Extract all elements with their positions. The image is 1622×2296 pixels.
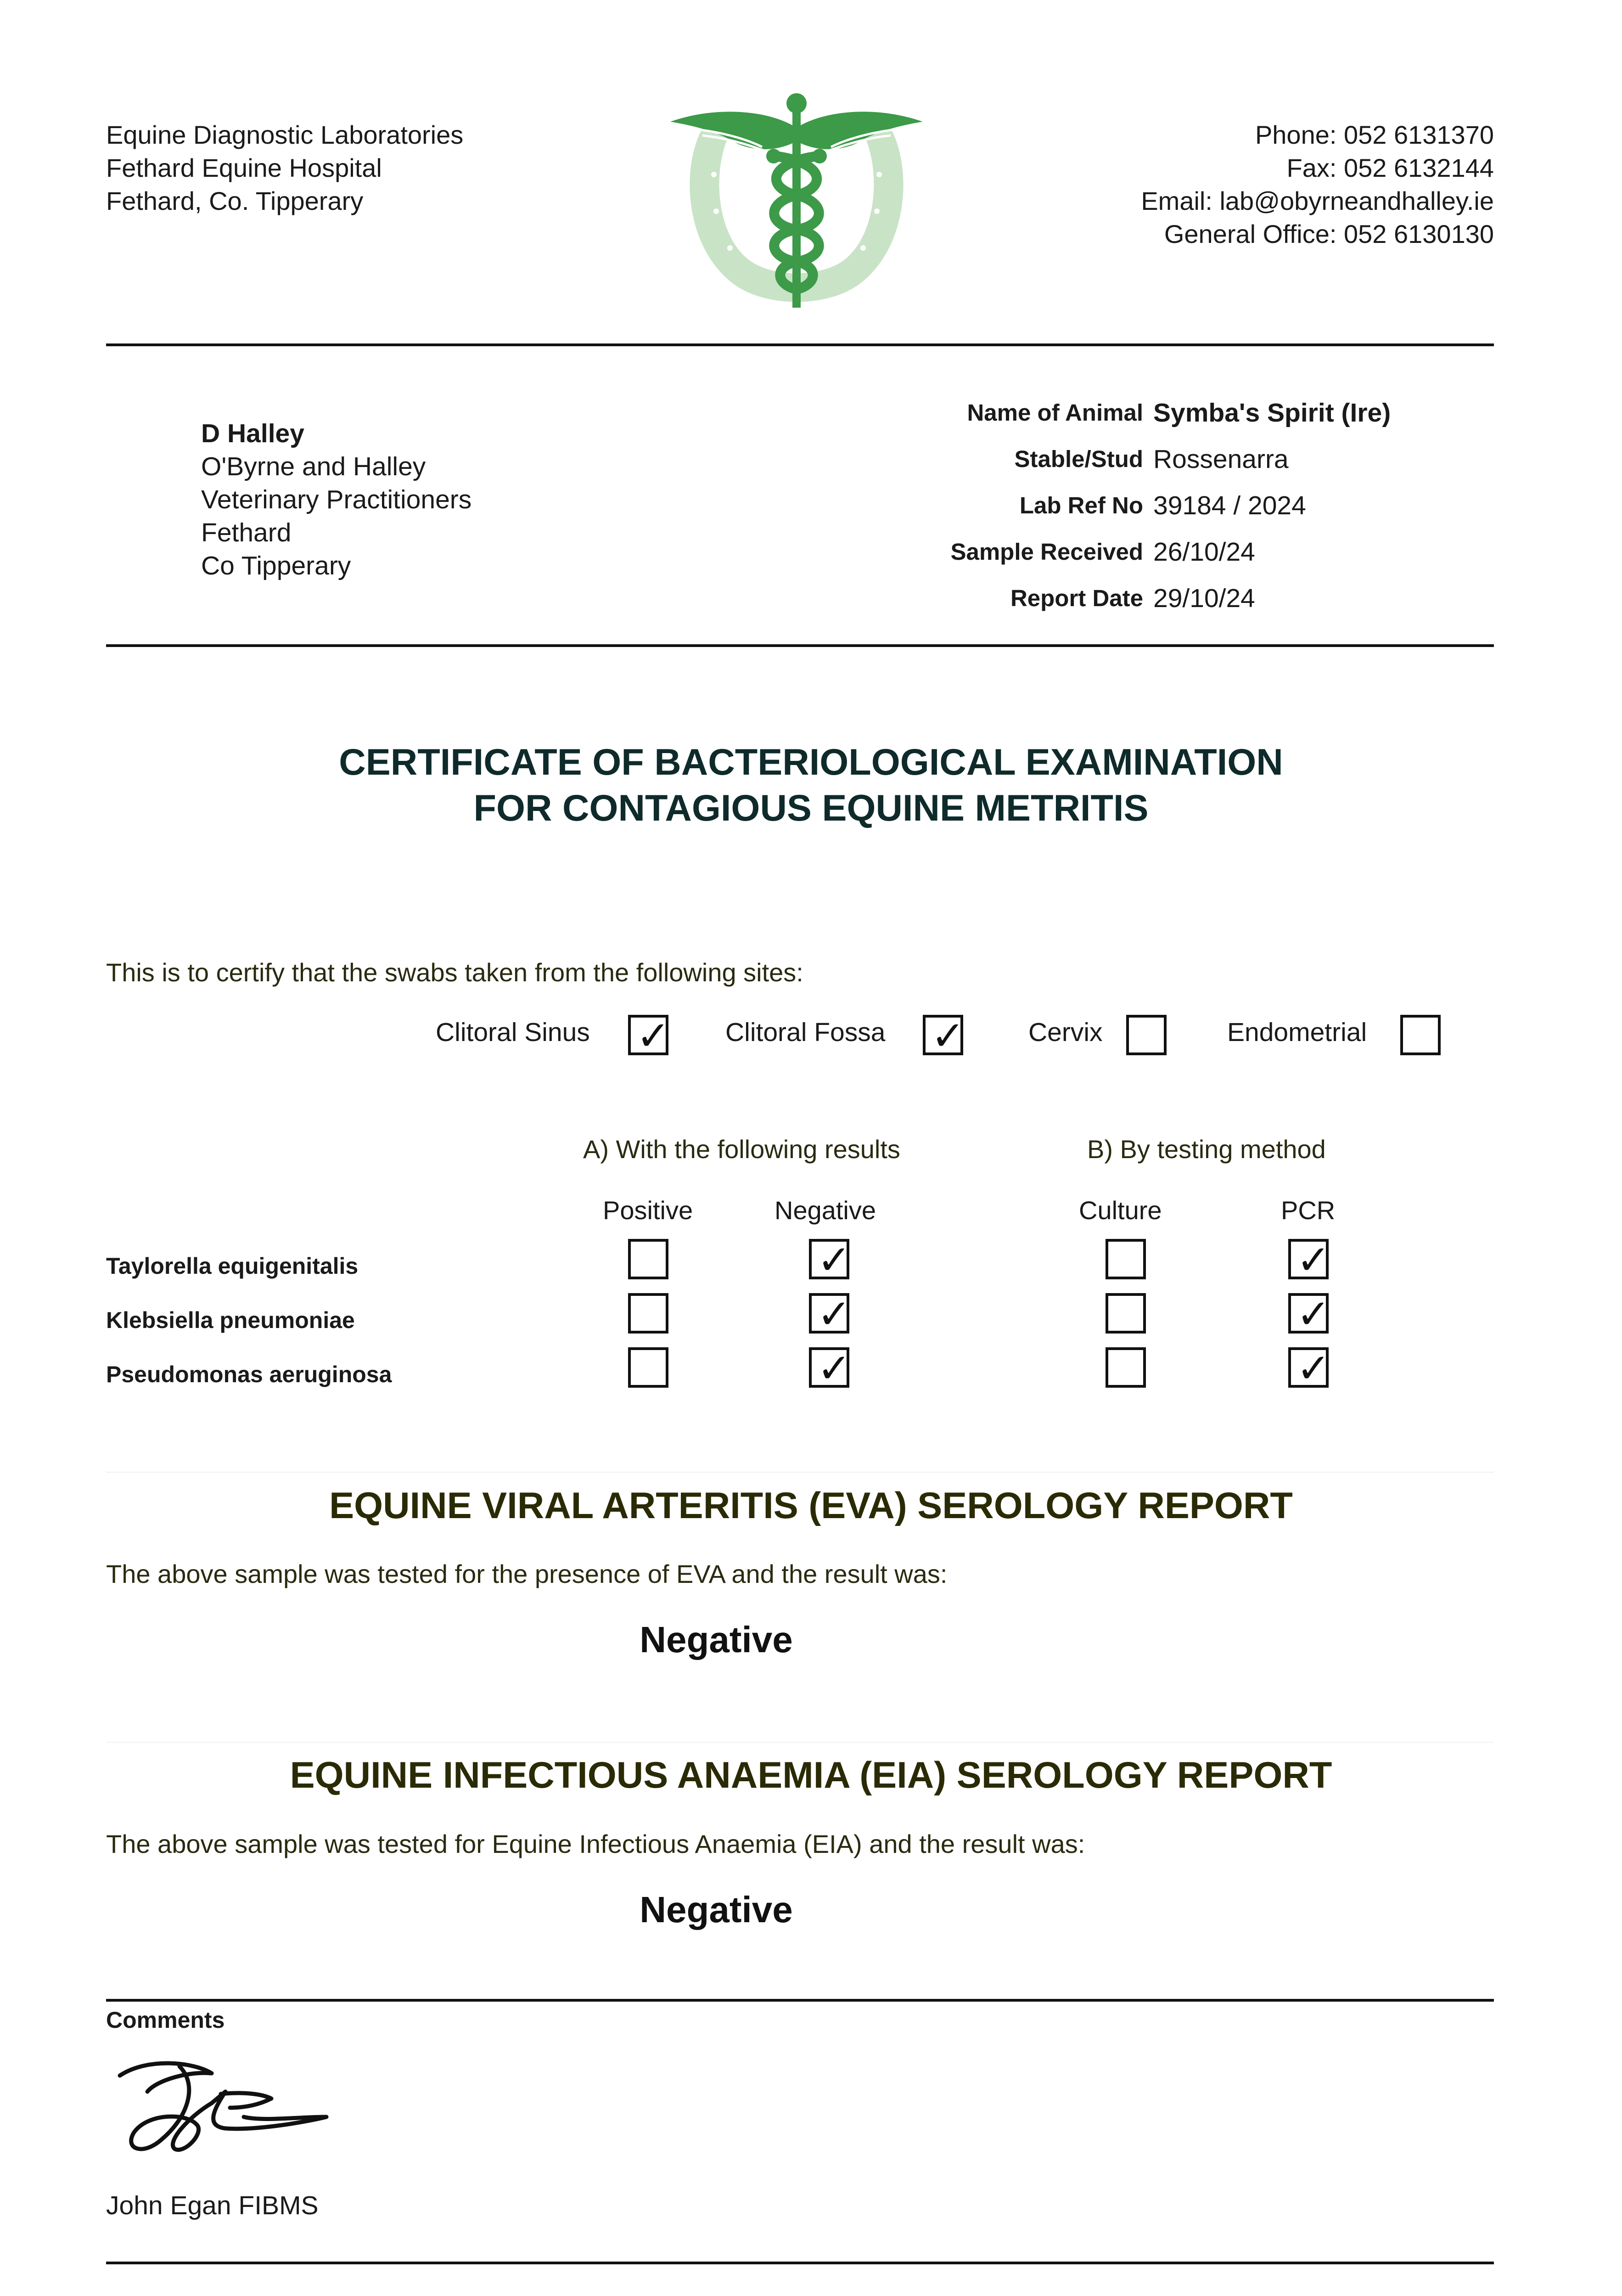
- recipient-line: Co Tipperary: [201, 551, 351, 580]
- culture-checkbox[interactable]: [1106, 1239, 1146, 1279]
- col-positive: Positive: [603, 1196, 693, 1225]
- check-icon: ✓: [1296, 1236, 1330, 1283]
- signature-icon: [106, 2048, 345, 2167]
- divider: [106, 644, 1494, 647]
- sample-row: [643, 482, 1391, 529]
- check-icon: ✓: [817, 1236, 851, 1283]
- recipient-line: O'Byrne and Halley: [201, 452, 426, 481]
- site-label: Cervix: [1028, 1018, 1103, 1047]
- organism-label: Pseudomonas aeruginosa: [106, 1362, 392, 1387]
- site-checkbox[interactable]: [923, 1012, 965, 1059]
- culture-checkbox[interactable]: [1106, 1293, 1146, 1334]
- phone-line: Phone: 052 6131370: [1255, 120, 1494, 149]
- site-label: Clitoral Sinus: [436, 1018, 590, 1047]
- pcr-checkbox[interactable]: [1288, 1236, 1330, 1283]
- fax-line: Fax: 052 6132144: [1286, 153, 1494, 182]
- check-icon: ✓: [817, 1290, 851, 1338]
- sample-label: Lab Ref No: [1019, 492, 1143, 518]
- divider: [106, 1472, 1494, 1473]
- site-label: Clitoral Fossa: [725, 1018, 886, 1047]
- sample-value: 29/10/24: [1153, 583, 1255, 613]
- pcr-checkbox[interactable]: [1288, 1290, 1330, 1338]
- sample-label: Report Date: [1010, 585, 1143, 611]
- certificate-title-line: CERTIFICATE OF BACTERIOLOGICAL EXAMINATION: [339, 742, 1283, 783]
- lab-address: [106, 118, 463, 218]
- certificate-title-line: FOR CONTAGIOUS EQUINE METRITIS: [473, 788, 1149, 829]
- site-label: Endometrial: [1227, 1018, 1367, 1047]
- sample-label: Sample Received: [950, 539, 1143, 565]
- sample-value: 39184 / 2024: [1153, 490, 1306, 520]
- lab-address-line: Equine Diagnostic Laboratories: [106, 120, 464, 149]
- positive-checkbox[interactable]: [628, 1293, 668, 1334]
- col-negative: Negative: [775, 1196, 876, 1225]
- eia-result: Negative: [640, 1889, 793, 1930]
- check-icon: ✓: [1296, 1345, 1330, 1392]
- lab-address-line: Fethard Equine Hospital: [106, 153, 382, 182]
- certificate-intro: This is to certify that the swabs taken from the following sites:: [106, 958, 803, 987]
- sample-row: [643, 529, 1391, 575]
- office-line: General Office: 052 6130130: [1164, 219, 1494, 248]
- sample-label: Name of Animal: [967, 400, 1143, 426]
- divider: [106, 343, 1494, 346]
- negative-checkbox[interactable]: [809, 1345, 851, 1392]
- negative-checkbox[interactable]: [809, 1290, 851, 1338]
- sample-row: [643, 389, 1391, 436]
- col-pcr: PCR: [1281, 1196, 1336, 1225]
- site-checkbox[interactable]: [1400, 1015, 1441, 1055]
- divider: [106, 2262, 1494, 2264]
- lab-contact: [1141, 118, 1494, 251]
- positive-checkbox[interactable]: [628, 1239, 668, 1279]
- sample-info: [643, 389, 1391, 621]
- check-icon: ✓: [1296, 1290, 1330, 1338]
- pcr-checkbox[interactable]: [1288, 1345, 1330, 1392]
- eva-title: EQUINE VIRAL ARTERITIS (EVA) SEROLOGY REPORT: [329, 1485, 1293, 1526]
- divider: [106, 1742, 1494, 1743]
- sample-value: Rossenarra: [1153, 444, 1289, 474]
- recipient-line: Veterinary Practitioners: [201, 485, 472, 514]
- sample-label: Stable/Stud: [1014, 446, 1143, 472]
- eva-text: The above sample was tested for the presence of EVA and the result was:: [106, 1559, 948, 1588]
- comments-label: Comments: [106, 2007, 225, 2033]
- sample-value: 26/10/24: [1153, 537, 1255, 567]
- culture-checkbox[interactable]: [1106, 1347, 1146, 1388]
- col-culture: Culture: [1079, 1196, 1162, 1225]
- eia-text: The above sample was tested for Equine Infectious Anaemia (EIA) and the result was:: [106, 1829, 1085, 1858]
- organism-label: Klebsiella pneumoniae: [106, 1307, 355, 1333]
- signer-name: John Egan FIBMS: [106, 2191, 319, 2220]
- check-icon: ✓: [636, 1012, 670, 1059]
- email-line: Email: lab@obyrneandhalley.ie: [1141, 186, 1494, 215]
- site-checkbox[interactable]: [628, 1012, 670, 1059]
- method-heading: B) By testing method: [1087, 1135, 1326, 1164]
- sample-row: [643, 575, 1391, 621]
- caduceus-horseshoe-logo-icon: [661, 83, 932, 317]
- recipient-address: [201, 417, 471, 582]
- results-heading: A) With the following results: [583, 1135, 900, 1164]
- sample-value: Symba's Spirit (Ire): [1153, 398, 1391, 428]
- negative-checkbox[interactable]: [809, 1236, 851, 1283]
- organism-label: Taylorella equigenitalis: [106, 1253, 359, 1279]
- positive-checkbox[interactable]: [628, 1347, 668, 1388]
- certificate-title: [0, 739, 1622, 831]
- sample-row: [643, 436, 1391, 482]
- site-checkbox[interactable]: [1126, 1015, 1167, 1055]
- eva-result: Negative: [640, 1619, 793, 1660]
- check-icon: ✓: [931, 1012, 965, 1059]
- divider: [106, 1999, 1494, 2002]
- check-icon: ✓: [817, 1345, 851, 1392]
- recipient-line: Fethard: [201, 518, 292, 547]
- recipient-name: D Halley: [201, 419, 304, 448]
- lab-address-line: Fethard, Co. Tipperary: [106, 186, 364, 215]
- eia-title: EQUINE INFECTIOUS ANAEMIA (EIA) SEROLOGY REPORT: [290, 1755, 1332, 1796]
